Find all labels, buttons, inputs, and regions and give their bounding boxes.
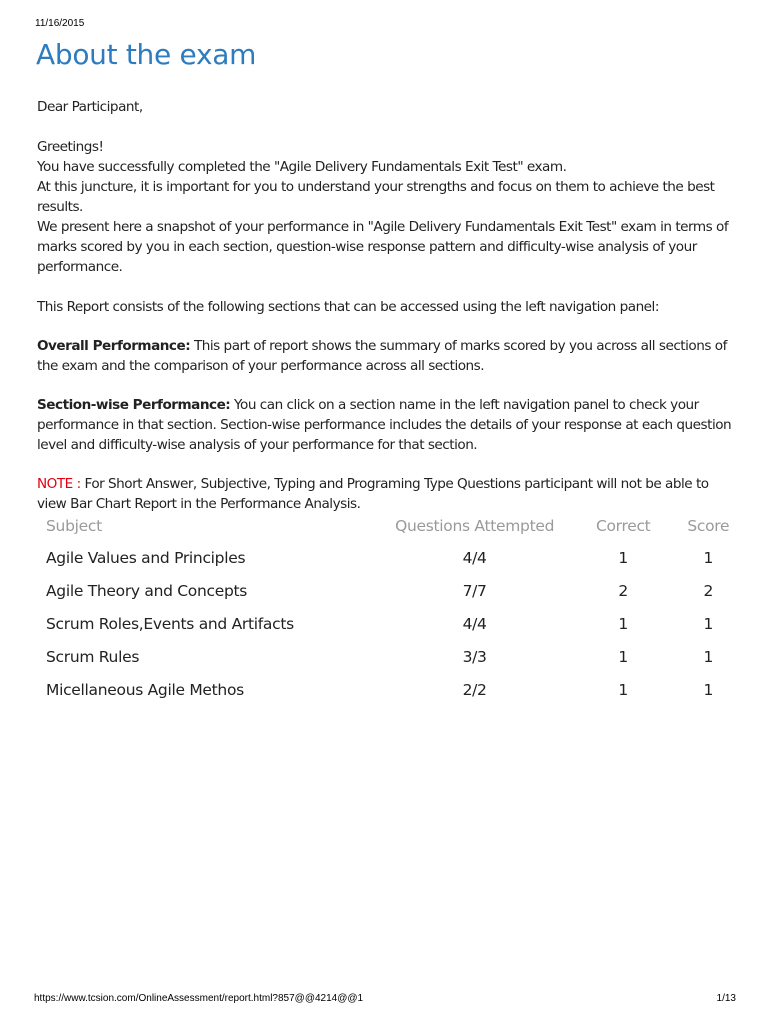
header-correct: Correct bbox=[595, 516, 651, 535]
footer-url: https://www.tcsion.com/OnlineAssessment/report.html?857@@4214@@1 bbox=[34, 993, 364, 1004]
spacer bbox=[37, 376, 737, 395]
spacer bbox=[37, 117, 737, 137]
subject-cell: Scrum Rules bbox=[46, 647, 140, 666]
subject-cell: Agile Values and Principles bbox=[46, 548, 246, 567]
salutation: Dear Participant, bbox=[37, 99, 143, 115]
score-cell: 2 bbox=[703, 581, 714, 600]
spacer bbox=[37, 277, 737, 297]
attempted-cell: 3/3 bbox=[462, 647, 487, 666]
subject-cell: Scrum Roles,Events and Artifacts bbox=[46, 614, 294, 633]
table-row bbox=[37, 673, 737, 706]
table-header-row bbox=[37, 510, 737, 541]
attempted-cell: 4/4 bbox=[462, 614, 487, 633]
print-date: 11/16/2015 bbox=[35, 18, 85, 29]
completed-line: You have successfully completed the "Agile Delivery Fundamentals Exit Test" exam. bbox=[37, 159, 567, 175]
score-cell: 1 bbox=[703, 548, 714, 567]
greetings-line: Greetings! bbox=[37, 139, 104, 155]
correct-cell: 1 bbox=[618, 548, 628, 567]
table-row bbox=[37, 607, 737, 640]
report-intro: This Report consists of the following sections that can be accessed using the left navigation panel: bbox=[37, 299, 659, 315]
subject-cell: Micellaneous Agile Methos bbox=[46, 680, 244, 699]
juncture-line: At this juncture, it is important for you to understand your strengths and focus on them to achieve the best results. bbox=[37, 179, 715, 215]
correct-cell: 1 bbox=[618, 647, 628, 666]
attempted-cell: 2/2 bbox=[462, 680, 487, 699]
section-wise-paragraph bbox=[37, 395, 737, 455]
section-wise-label: Section-wise Performance: bbox=[37, 397, 231, 413]
spacer bbox=[37, 455, 737, 474]
header-subject: Subject bbox=[46, 516, 102, 535]
header-questions-attempted: Questions Attempted bbox=[395, 516, 555, 535]
table-row bbox=[37, 640, 737, 673]
section-wise-text: You can click on a section name in the left navigation panel to check your performance in that section. Section-wise performance includes the details of your response at each question level and difficulty-wise analysis of your performance for that section. bbox=[37, 397, 732, 453]
score-cell: 1 bbox=[703, 614, 714, 633]
overall-performance-text: This part of report shows the summary of marks scored by you across all sections of the exam and the comparison of your performance across all sections. bbox=[37, 338, 727, 374]
intro-content bbox=[37, 97, 737, 514]
page-number: 1/13 bbox=[716, 993, 736, 1004]
correct-cell: 2 bbox=[618, 581, 628, 600]
note-paragraph bbox=[37, 474, 737, 514]
score-cell: 1 bbox=[703, 647, 714, 666]
table-row bbox=[37, 574, 737, 607]
page-title: About the exam bbox=[36, 38, 257, 71]
score-cell: 1 bbox=[703, 680, 714, 699]
table-row bbox=[37, 541, 737, 574]
overall-performance-paragraph bbox=[37, 336, 737, 376]
correct-cell: 1 bbox=[618, 614, 628, 633]
note-text: For Short Answer, Subjective, Typing and Programing Type Questions participant will not be able to view Bar Chart Report in the Performance Analysis. bbox=[37, 476, 709, 512]
header-score: Score bbox=[687, 516, 730, 535]
attempted-cell: 4/4 bbox=[462, 548, 487, 567]
correct-cell: 1 bbox=[618, 680, 628, 699]
snapshot-line: We present here a snapshot of your performance in "Agile Delivery Fundamentals Exit Test" exam in terms of marks scored by you in each section, question-wise response pattern and difficulty-wise analysis of your performance. bbox=[37, 219, 729, 275]
subject-cell: Agile Theory and Concepts bbox=[46, 581, 248, 600]
spacer bbox=[37, 317, 737, 336]
overall-performance-label: Overall Performance: bbox=[37, 338, 191, 354]
attempted-cell: 7/7 bbox=[462, 581, 487, 600]
performance-table bbox=[37, 510, 737, 706]
note-label: NOTE : bbox=[37, 476, 81, 492]
